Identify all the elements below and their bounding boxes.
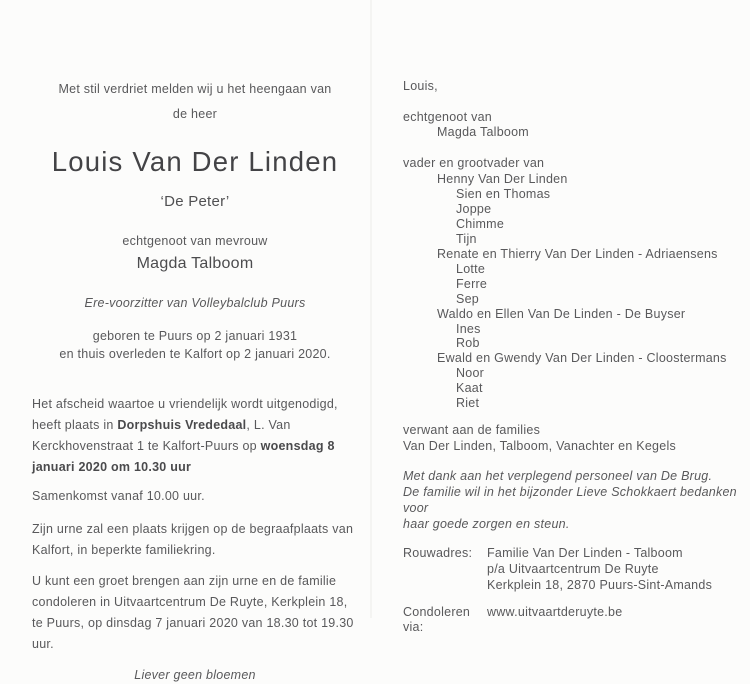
condolences-url: www.uitvaartderuyte.be	[487, 604, 623, 619]
family-child-line: Sien en Thomas	[456, 186, 551, 201]
related-families-intro: verwant aan de families	[403, 423, 541, 438]
spouse-name: Magda Talboom	[437, 125, 529, 139]
family-parents-line: Henny Van Der Linden	[437, 172, 568, 186]
family-child-line: Rob	[456, 336, 480, 351]
farewell-text-2: , L. Van Kerckhovenstraat 1 te Kalfort-Puurs op	[32, 418, 291, 454]
birth-line: geboren te Puurs op 2 januari 1931	[92, 329, 298, 344]
thanks-line: Met dank aan het verplegend personeel van De Brug.	[403, 469, 713, 484]
family-child-line: Riet	[456, 396, 480, 411]
farewell-venue: Dorpshuis Vrededaal	[117, 418, 247, 433]
family-child-line: Sep	[456, 291, 479, 306]
family-child-line: Lotte	[456, 261, 486, 276]
mourning-address-row	[403, 546, 739, 593]
farewell-paragraph	[32, 394, 358, 478]
mourning-address-line: Kerkplein 18, 2870 Puurs-Sint-Amands	[487, 577, 713, 592]
death-line: en thuis overleden te Kalfort op 2 januari 2020.	[59, 347, 331, 362]
salutation: Louis,	[403, 79, 438, 93]
mourning-address-line: Familie Van Der Linden - Talboom	[487, 546, 683, 561]
family-parents-line: Ewald en Gwendy Van Der Linden - Cloostermans	[437, 351, 727, 366]
intro-line: Met stil verdriet melden wij u het heengaan van	[58, 82, 332, 96]
family-child-line: Tijn	[456, 231, 477, 246]
flowers-note: Liever geen bloemen	[134, 668, 256, 683]
honorary-title: Ere-voorzitter van Volleybalclub Puurs	[84, 295, 306, 310]
mourning-address-line: p/a Uitvaartcentrum De Ruyte	[487, 562, 659, 576]
gathering-line: Samenkomst vanaf 10.00 uur.	[32, 489, 205, 504]
family-child-line: Chimme	[456, 216, 505, 231]
birth-death-block	[32, 327, 358, 363]
thanks-line: De familie wil in het bijzonder Lieve Schokkaert bedanken voor	[403, 485, 737, 515]
family-child-line: Kaat	[456, 381, 483, 396]
related-families-block	[403, 423, 739, 454]
deceased-name: Louis Van Der Linden	[51, 146, 339, 178]
family-child-line: Noor	[456, 366, 485, 381]
family-child-line: Ferre	[456, 276, 488, 291]
honorific-line: de heer	[172, 107, 218, 122]
thanks-note	[403, 469, 739, 532]
spouse-intro-line: echtgenoot van mevrouw	[122, 233, 268, 248]
condolences-row	[403, 605, 739, 637]
mourning-address-value	[487, 546, 712, 593]
farewell-text-1: Het afscheid waartoe u vriendelijk wordt uitgenodigd, heeft plaats in	[32, 397, 338, 433]
family-child-line: Joppe	[456, 201, 492, 216]
center-fold-line	[370, 0, 372, 618]
condolence-visit-paragraph: U kunt een groet brengen aan zijn urne en de familie condoleren in Uitvaartcentrum De Ruyte, Kerkplein 18, te Puurs, op dinsdag 7 januari 2020 van 18.30 tot 19.30 uur.	[32, 574, 354, 652]
spouse-name: Magda Talboom	[136, 254, 254, 272]
urn-paragraph: Zijn urne zal een plaats krijgen op de begraafplaats van Kalfort, in beperkte familiekring.	[32, 522, 354, 558]
mourning-address-label: Rouwadres:	[403, 546, 473, 561]
family-list	[403, 172, 739, 411]
family-child-line: Ines	[456, 321, 481, 336]
family-parents-line: Renate en Thierry Van Der Linden - Adriaensens	[437, 246, 718, 261]
related-families-names: Van Der Linden, Talboom, Vanachter en Kegels	[403, 438, 676, 453]
left-page	[32, 78, 358, 684]
condolences-label: Condoleren via:	[403, 604, 471, 635]
spouse-section-label: echtgenoot van	[403, 109, 492, 124]
thanks-line: haar goede zorgen en steun.	[403, 516, 570, 531]
farewell-datetime: woensdag 8 januari 2020 om 10.30 uur	[32, 439, 335, 475]
nickname: ‘De Peter’	[160, 192, 230, 210]
family-parents-line: Waldo en Ellen Van De Linden - De Buyser	[437, 306, 686, 321]
right-page	[403, 76, 739, 636]
family-section-label: vader en grootvader van	[403, 155, 545, 170]
